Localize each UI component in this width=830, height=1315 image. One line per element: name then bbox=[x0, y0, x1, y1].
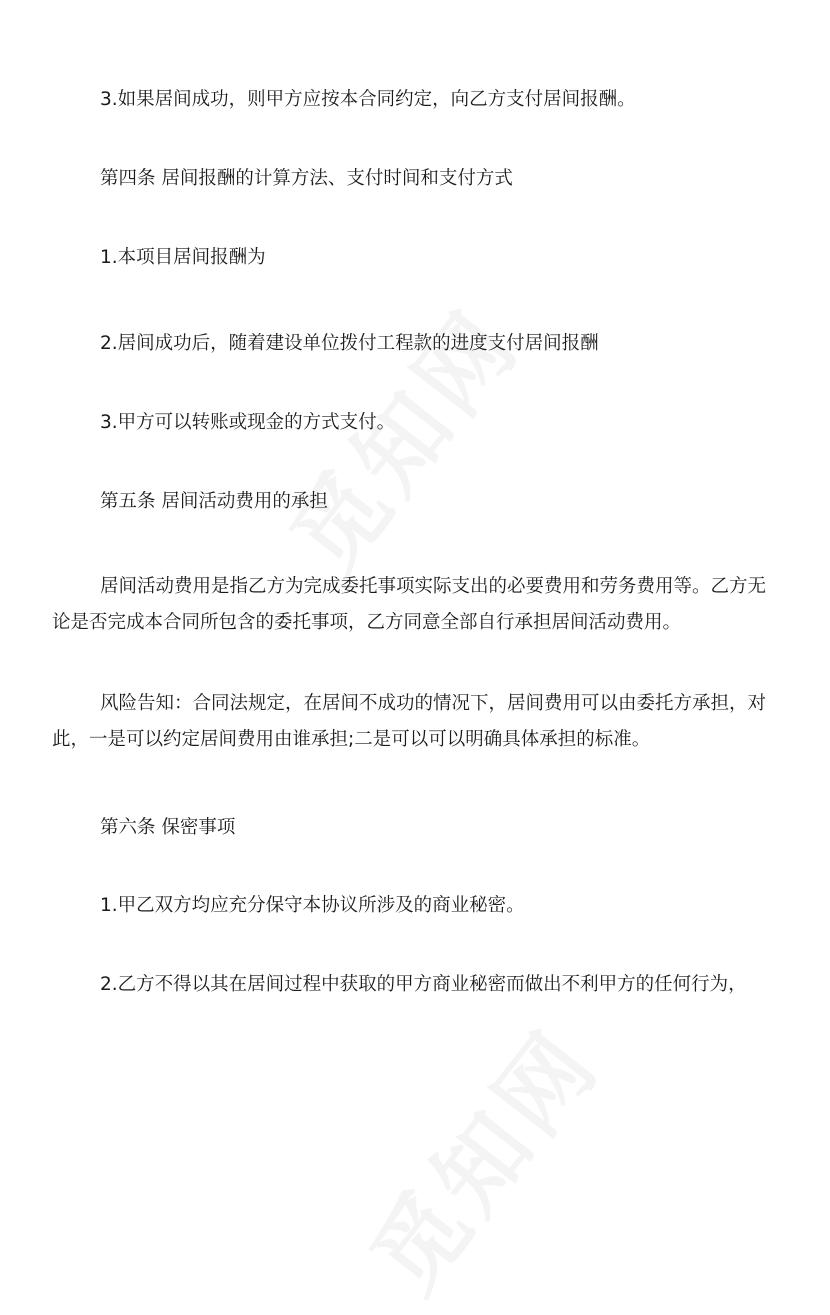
heading-article-4: 第四条 居间报酬的计算方法、支付时间和支付方式 bbox=[100, 168, 513, 189]
paragraph-clause-4-3: 3.甲方可以转账或现金的方式支付。 bbox=[100, 412, 396, 433]
paragraph-clause-3-3: 3.如果居间成功，则甲方应按本合同约定，向乙方支付居间报酬。 bbox=[100, 89, 636, 110]
heading-article-6: 第六条 保密事项 bbox=[100, 817, 236, 838]
paragraph-clause-6-2: 2.乙方不得以其在居间过程中获取的甲方商业秘密而做出不利甲方的任何行为， bbox=[100, 974, 747, 995]
paragraph-activity-costs: 居间活动费用是指乙方为完成委托事项实际支出的必要费用和劳务费用等。乙方无论是否完成本合同所包含的委托事项，乙方同意全部自行承担居间活动费用。 bbox=[52, 576, 767, 633]
paragraph-clause-4-1: 1.本项目居间报酬为 bbox=[100, 247, 266, 268]
heading-article-5: 第五条 居间活动费用的承担 bbox=[100, 491, 328, 512]
watermark bbox=[336, 997, 625, 1315]
paragraph-risk-notice: 风险告知：合同法规定，在居间不成功的情况下，居间费用可以由委托方承担，对此，一是可以约定居间费用由谁承担;二是可以可以明确具体承担的标准。 bbox=[52, 693, 767, 750]
paragraph-clause-4-2: 2.居间成功后，随着建设单位拨付工程款的进度支付居间报酬 bbox=[100, 333, 599, 354]
paragraph-clause-6-1: 1.甲乙双方均应充分保守本协议所涉及的商业秘密。 bbox=[100, 895, 525, 916]
